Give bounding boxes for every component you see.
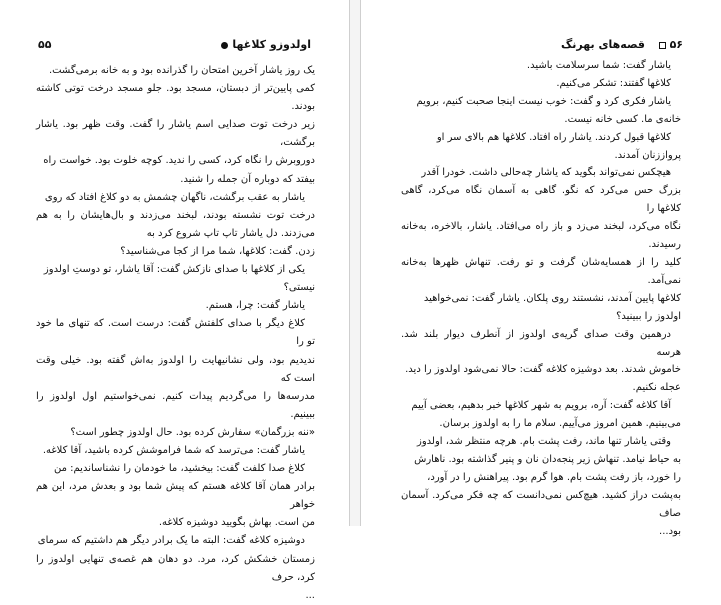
text-line: وقتی یاشار تنها ماند، رفت پشت بام. هرچه منتظر شد، اولدوز [417, 436, 671, 448]
running-title-text: اولدوزو کلاغها [232, 38, 311, 51]
text-line: دوروبرش را نگاه کرد، کسی را ندید. کوچه خلوت بود. خواست راه [43, 155, 315, 167]
text-line: به حیاط نیامد. تنهاش زیر پنجه‌دان نان و پنیر گذاشته بود. ناهارش [414, 453, 681, 465]
text-line: درخت توت نشسته بودند، لبخند می‌زدند و بال‌هایشان را به هم می‌زدند. دل یاشار تاپ تاپ شروع کرد به [36, 209, 315, 239]
text-line: بود... [659, 525, 681, 537]
text-line: کلاغها گفتند: تشکر می‌کنیم. [556, 77, 671, 89]
text-line: درهمین وقت صدای گریه‌ی اولدوز از آنطرف دیوار بلند شد. هرسه [401, 328, 681, 358]
text-line: نیستی؟ [283, 282, 315, 294]
text-line: کمی پایین‌تر از دبستان، مسجد بود. جلو مسجد درخت توتی کاشته بودند. [36, 83, 315, 113]
page-header [38, 38, 311, 52]
text-line: یاشار گفت: چرا، هستم. [205, 300, 305, 312]
text-line: کلید را از همسایه‌شان گرفت و تو رفت. تنهاش ظهرها به‌خانه نمی‌آمد. [401, 256, 681, 286]
text-line: خانه‌ی ما. کسی خانه نیست. [564, 113, 681, 125]
page-body-text [36, 62, 315, 605]
text-line: کلاغها قبول کردند. یاشار راه افتاد. کلاغها هم بالای سر او [436, 131, 671, 143]
text-line: نگاه می‌کرد، لبخند می‌زد و باز راه می‌افتاد. یاشار، بالاخره، به‌خانه رسیدند. [401, 221, 681, 251]
text-line: عجله نکنیم. [632, 382, 681, 394]
text-line: زمستان خشکش کرد، مرد. دو دهان هم غصه‌ی تنهایی اولدوز را کرد، حرف [36, 553, 315, 583]
square-bullet-icon [659, 42, 666, 49]
page-header [399, 38, 683, 52]
text-line: می‌بینیم. همین امروز می‌آییم. سلام ما را به اولدوز برسان. [439, 418, 681, 430]
text-line: خاموش شدند. بعد دوشیزه کلاغه گفت: حالا نمی‌شود اولدوز را دید. [405, 364, 681, 376]
text-line: دوشیزه کلاغه گفت: البته ما یک برادر دیگر هم داشتیم که سرمای [37, 535, 305, 547]
text-line: اولدوز را ببینید؟ [616, 310, 681, 322]
text-line: «ننه بزرگمان» سفارش کرده بود. حال اولدوز چطور است؟ [70, 426, 315, 438]
text-line: کلاغ صدا کلفت گفت: بیخشید، ما خودمان را نشناساندیم: من [53, 463, 305, 475]
text-line: یاشار گفت: شما سرسلامت باشید. [526, 60, 671, 71]
text-line: کلاغها پایین آمدند، نشستند روی پلکان. یاشار گفت: نمی‌خواهید [423, 292, 681, 304]
text-line: یاشار به عقب برگشت، ناگهان چشمش به دو کلاغ افتاد که روی [44, 191, 305, 203]
page-number [655, 38, 683, 51]
left-page [0, 0, 350, 601]
text-line: یاشار فکری کرد و گفت: خوب نیست اینجا صحبت کنیم، برویم [416, 95, 671, 107]
book-gutter [350, 0, 360, 526]
page-body-text [401, 57, 681, 540]
text-line: زیر درخت توت صدایی اسم یاشار را گفت. وقت ظهر بود. یاشار برگشت، [36, 119, 315, 149]
text-line: را خورد، باز رفت پشت بام. هوا گرم بود. پیراهنش را در آورد، [427, 471, 681, 483]
bullet-dot-icon [221, 42, 228, 49]
text-line: هیچکس نمی‌تواند بگوید که یاشار چه‌حالی داشت. خودرا آقدر [421, 167, 671, 179]
text-line: یک روز یاشار آخرین امتحان را گذرانده بود و به خانه برمی‌گشت. [48, 65, 315, 76]
right-page [360, 0, 721, 537]
text-line: آقا کلاغه گفت: آره، برویم به شهر کلاغها خبر بدهیم، بعضی‌ آییم [411, 400, 671, 412]
page-number-text: ۵۶ [669, 38, 683, 51]
text-line: ... [305, 589, 315, 601]
text-line: پرواززنان آمدند. [614, 149, 681, 161]
text-line: مدرسه‌ها را می‌گردیم پیدات کنیم. نمی‌خواستیم اول اولدوز را ببینیم. [36, 390, 315, 420]
text-line: من است. بهاش بگویید دوشیزه کلاغه. [158, 517, 315, 529]
text-line: یکی از کلاغها با صدای نازکش گفت: آقا یاشار، تو دوستِ اولدوز [43, 264, 305, 276]
text-line: بیفتد که دوباره آن جمله را شنید. [180, 173, 315, 185]
text-line: کلاغ دیگر با صدای کلفتش گفت: درست است. که تنهای ما خود تو را [36, 318, 315, 348]
text-line: بزرگ حس می‌کرد که نگو. گاهی به آسمان نگاه می‌کرد، گاهی کلاغها را [401, 185, 681, 215]
running-title: قصه‌های بهرنگ [560, 38, 645, 51]
text-line: به‌پشت دراز کشید. هیچ‌کس نمی‌دانست که چه فکر می‌کرد. آسمان صاف [401, 489, 681, 519]
text-line: برادر همان آقا کلاغه هستم که پیش شما بود و بعدش مرد، این هم خواهر [36, 481, 315, 511]
page-number: ۵۵ [38, 38, 52, 51]
text-line: ندیدیم بود، ولی نشانیهایت را اولدوز به‌اش گفته بود. خیلی وقت است که [36, 354, 315, 384]
text-line: زدن. گفت: کلاغها، شما مرا از کجا می‌شناسید؟ [120, 245, 315, 257]
running-title [217, 38, 311, 51]
text-line: یاشار گفت: می‌ترسد که شما فراموشش کرده باشید، آقا کلاغه. [42, 444, 305, 456]
